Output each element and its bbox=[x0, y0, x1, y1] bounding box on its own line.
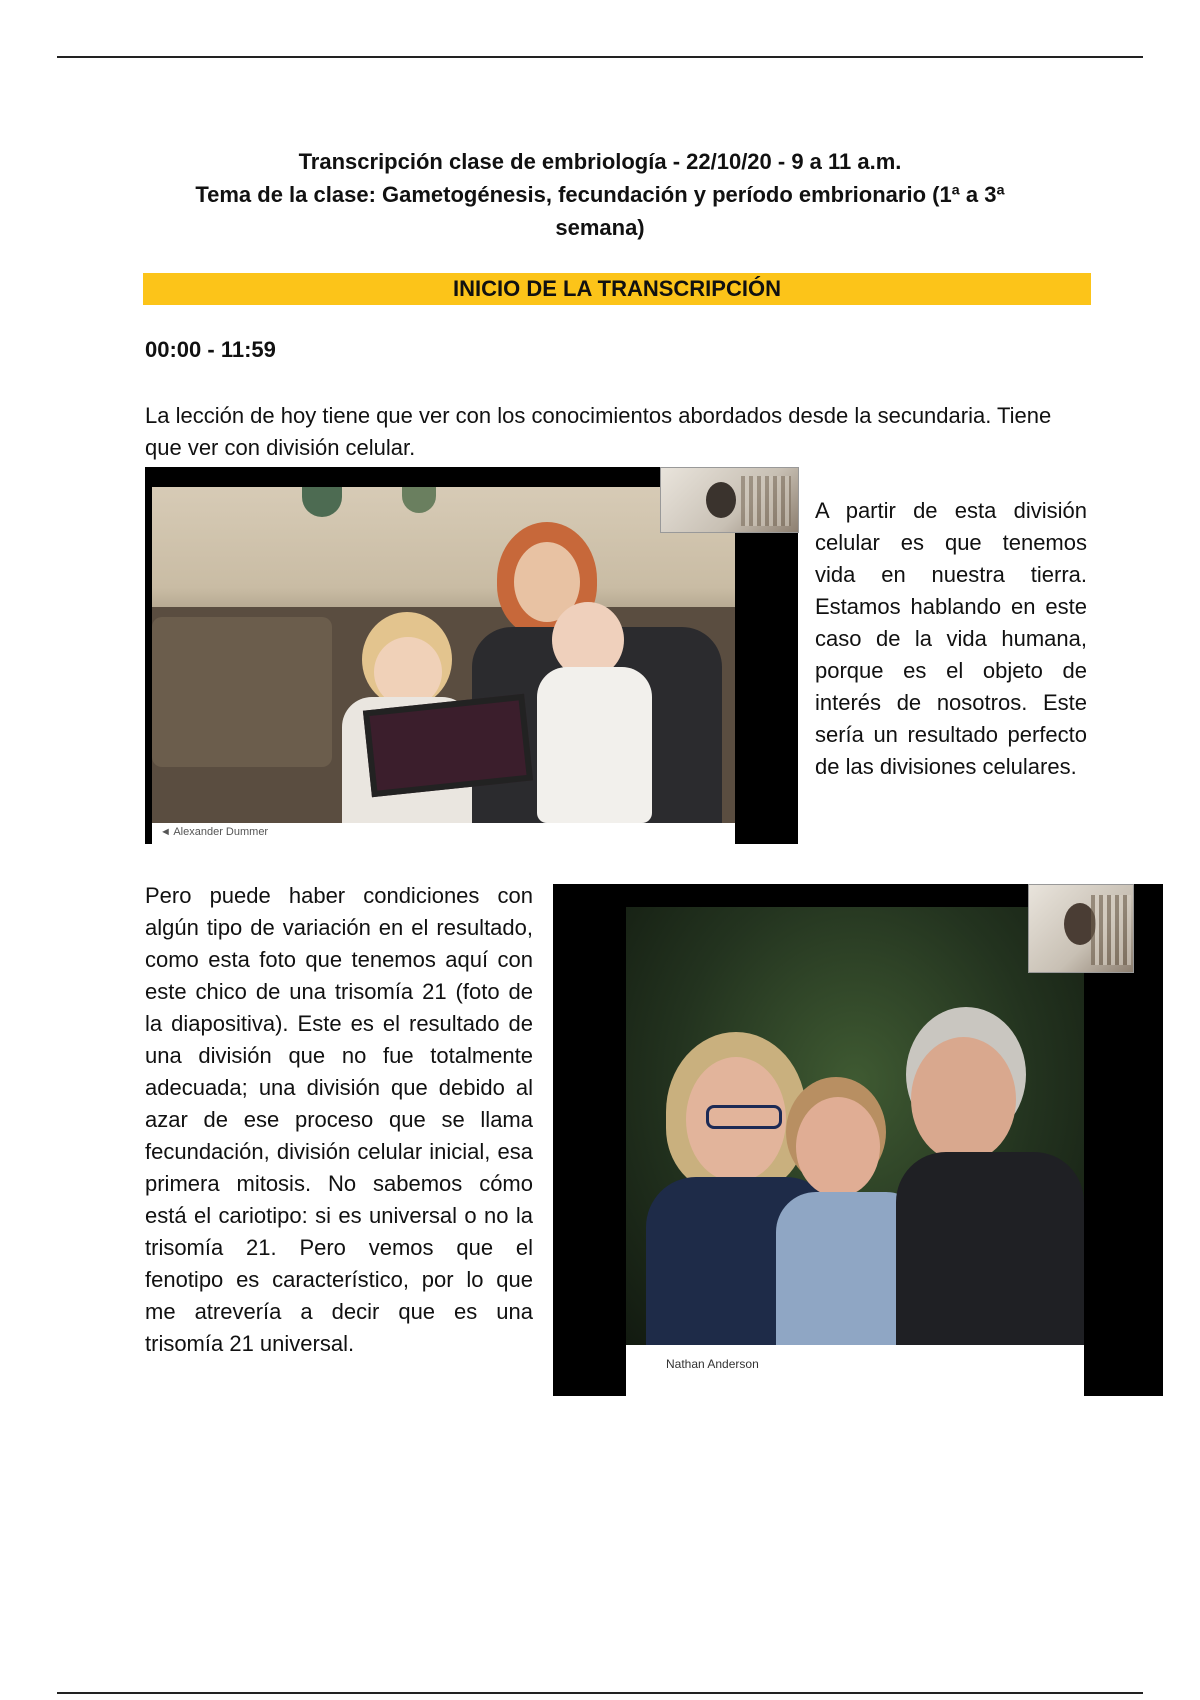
slide-screenshot-family-tablet bbox=[145, 467, 798, 844]
transcription-start-banner: INICIO DE LA TRANSCRIPCIÓN bbox=[143, 273, 1091, 305]
title-line-1: Transcripción clase de embriología - 22/10/20 - 9 a 11 a.m. bbox=[298, 149, 902, 174]
outdoor-photo-footer bbox=[626, 1345, 1084, 1396]
top-rule bbox=[57, 56, 1143, 58]
side-paragraph-1: A partir de esta división celular es que tenemos vida en nuestra tierra. Estamos hablando en este caso de la vida humana, porque es el objeto de interés de nosotros. Este sería un resultado perfecto de las divisiones celulares. bbox=[815, 498, 1087, 779]
presenter-webcam-thumbnail bbox=[660, 467, 799, 533]
side-paragraph-2: Pero puede haber condiciones con algún tipo de variación en el resultado, como esta foto que tenemos aquí con este chico de una trisomía 21 (foto de la diapositiva). Este es el resultado de una división que no fue totalmente adecuada; una división que debido al azar de ese proceso que se llama fecundación, división celular inicial, esa primera mitosis. No sabemos cómo está el cariotipo: si es universal o no la trisomía 21. Pero vemos que el fenotipo es característico, por lo que me atrevería a decir que es una trisomía 21 universal. bbox=[145, 883, 533, 1356]
outdoor-family-photo bbox=[626, 907, 1084, 1345]
intro-paragraph: La lección de hoy tiene que ver con los conocimientos abordados desde la secundaria. Tiene que ver con división celular. bbox=[145, 403, 1052, 460]
photo-credit-1: ◄ Alexander Dummer bbox=[160, 826, 269, 838]
photo-credit-2: Nathan Anderson bbox=[666, 1357, 759, 1371]
family-photo-footer bbox=[152, 823, 735, 844]
bottom-rule bbox=[57, 1692, 1143, 1694]
presenter-webcam-thumbnail-2 bbox=[1028, 884, 1134, 973]
title-line-2: Tema de la clase: Gametogénesis, fecundación y período embrionario (1ª a 3ª semana) bbox=[195, 182, 1005, 240]
family-photo bbox=[152, 487, 735, 823]
section-timestamp: 00:00 - 11:59 bbox=[145, 337, 276, 362]
document-title bbox=[150, 145, 1050, 244]
